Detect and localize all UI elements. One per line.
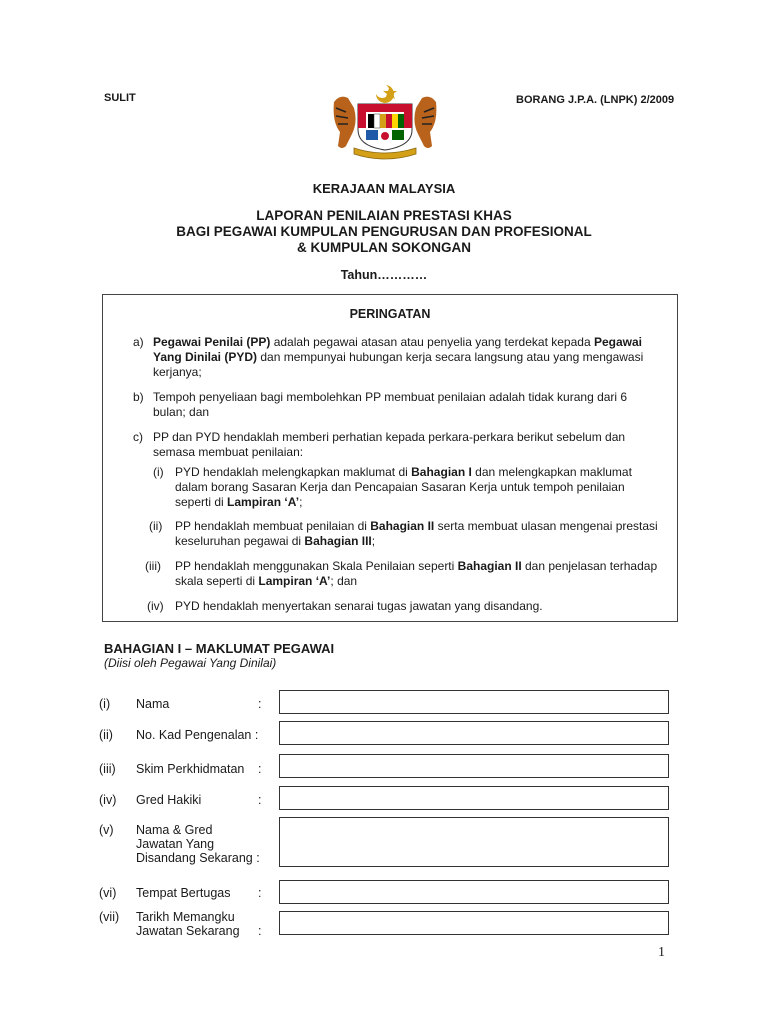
section-title: BAHAGIAN I – MAKLUMAT PEGAWAI [104,641,335,656]
field-number: (vii) [99,910,120,924]
year-field: Tahun………… [340,268,428,282]
acting-date-field[interactable] [279,911,669,935]
workplace-field[interactable] [279,880,669,904]
malaysia-coat-of-arms-icon [324,82,446,162]
notice-marker-c: c) [133,430,143,444]
field-label-acting-date-line1: Tarikh Memangku [136,910,235,924]
field-label-service-scheme: Skim Perkhidmatan [136,762,245,776]
field-label-position-line3: Disandang Sekarang : [136,851,260,865]
notice-marker-iii: (iii) [145,559,161,573]
position-field[interactable] [279,817,669,867]
notice-box [102,294,678,622]
grade-field[interactable] [279,786,669,810]
notice-item-c: PP dan PYD hendaklah memberi perhatian kepada perkara-perkara berikut sebelum dan semasa membuat penilaian: [153,430,626,459]
field-number: (iv) [99,793,117,807]
field-colon: : [258,697,262,711]
field-number: (iii) [99,762,116,776]
government-title: KERAJAAN MALAYSIA [312,181,456,196]
classification-label: SULIT [104,92,136,104]
notice-item-b: Tempoh penyeliaan bagi membolehkan PP membuat penilaian adalah tidak kurang dari 6 bulan; dan [153,390,628,419]
field-label-name: Nama [136,697,170,711]
page-number: 1 [658,945,665,960]
field-label-position-line2: Jawatan Yang [136,837,215,851]
field-number: (ii) [99,728,113,742]
notice-marker-b: b) [133,390,144,404]
ic-number-field[interactable] [279,721,669,745]
field-colon: : [258,793,262,807]
field-label-position-line1: Nama & Gred [136,823,213,837]
notice-item-a: Pegawai Penilai (PP) adalah pegawai atasan atau penyelia yang terdekat kepada Pegawai Yang Dinilai (PYD) dan mempunyai hubungan kerja secara langsung atau yang mengawasi kerjanya; [153,335,644,379]
form-code: BORANG J.P.A. (LNPK) 2/2009 [516,94,675,106]
report-title-line2: BAGI PEGAWAI KUMPULAN PENGURUSAN DAN PROFESIONAL [176,224,592,239]
notice-marker-iv: (iv) [147,599,164,613]
notice-marker-ii: (ii) [149,519,163,533]
report-title-line3: & KUMPULAN SOKONGAN [297,240,471,255]
notice-item-i: PYD hendaklah melengkapkan maklumat di Bahagian I dan melengkapkan maklumat dalam borang Sasaran Kerja dan Pencapaian Sasaran Kerja untuk tempoh penilaian seperti di Lampiran ‘A’; [175,465,632,509]
notice-item-iii: PP hendaklah menggunakan Skala Penilaian seperti Bahagian II dan penjelasan terhadap skala seperti di Lampiran ‘A’; dan [175,559,658,588]
field-number: (v) [99,823,114,837]
field-label-workplace: Tempat Bertugas [136,886,231,900]
notice-title: PERINGATAN [349,307,431,321]
notice-item-ii: PP hendaklah membuat penilaian di Bahagian II serta membuat ulasan mengenai prestasi keseluruhan pegawai di Bahagian III; [175,519,658,548]
report-title-line1: LAPORAN PENILAIAN PRESTASI KHAS [256,208,512,223]
service-scheme-field[interactable] [279,754,669,778]
field-number: (vi) [99,886,117,900]
field-colon: : [258,886,262,900]
field-label-grade: Gred Hakiki [136,793,202,807]
field-label-acting-date-line2: Jawatan Sekarang [136,924,240,938]
field-number: (i) [99,697,111,711]
notice-marker-a: a) [133,335,144,349]
field-colon: : [258,762,262,776]
field-colon: : [258,924,262,938]
notice-item-iv: PYD hendaklah menyertakan senarai tugas jawatan yang disandang. [175,599,543,613]
section-subtitle: (Diisi oleh Pegawai Yang Dinilai) [104,656,277,670]
notice-marker-i: (i) [153,465,164,479]
field-label-ic-number: No. Kad Pengenalan : [136,728,259,742]
name-field[interactable] [279,690,669,714]
